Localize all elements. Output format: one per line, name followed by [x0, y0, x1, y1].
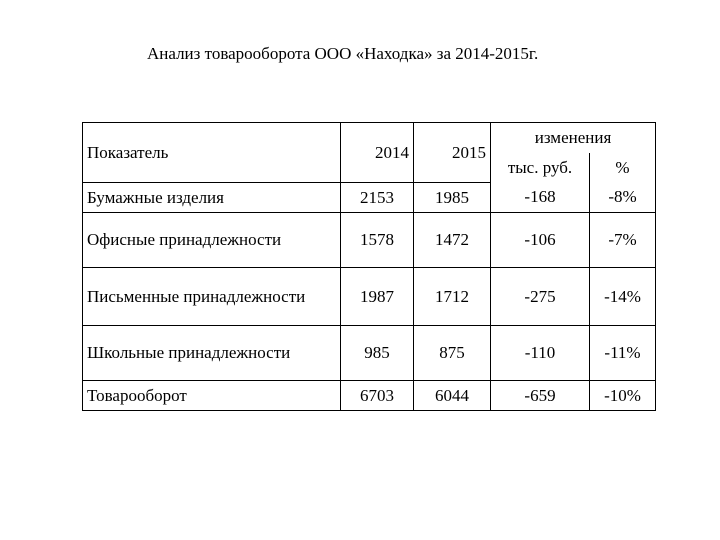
row-2014: 2153	[341, 183, 414, 213]
header-change-rub: тыс. руб.	[491, 153, 590, 183]
header-change-pct: %	[590, 153, 656, 183]
row-2014: 1987	[341, 268, 414, 326]
row-2015: 1985	[414, 183, 491, 213]
header-2014: 2014	[341, 123, 414, 183]
row-2014: 1578	[341, 213, 414, 268]
header-change: изменения	[491, 123, 656, 153]
row-change-pct: -11%	[590, 326, 656, 381]
turnover-table	[82, 122, 656, 411]
header-2015: 2015	[414, 123, 491, 183]
table-row	[83, 183, 656, 213]
row-change-rub: -168	[491, 183, 590, 213]
row-name: Письменные принадлежности	[83, 268, 341, 326]
row-change-rub: -275	[491, 268, 590, 326]
row-2015: 1472	[414, 213, 491, 268]
header-indicator: Показатель	[83, 123, 341, 183]
row-change-pct: -10%	[590, 381, 656, 411]
row-2015: 6044	[414, 381, 491, 411]
row-2015: 875	[414, 326, 491, 381]
row-change-rub: -659	[491, 381, 590, 411]
row-change-pct: -7%	[590, 213, 656, 268]
table-row	[83, 326, 656, 381]
row-change-pct: -14%	[590, 268, 656, 326]
row-name: Бумажные изделия	[83, 183, 341, 213]
row-change-rub: -110	[491, 326, 590, 381]
header-row-top	[83, 123, 656, 153]
table-row	[83, 268, 656, 326]
row-change-rub: -106	[491, 213, 590, 268]
row-name: Школьные принадлежности	[83, 326, 341, 381]
page-title: Анализ товарооборота ООО «Находка» за 2014-2015г.	[147, 44, 539, 63]
row-2015: 1712	[414, 268, 491, 326]
row-2014: 6703	[341, 381, 414, 411]
row-name: Офисные принадлежности	[83, 213, 341, 268]
row-2014: 985	[341, 326, 414, 381]
row-name: Товарооборот	[83, 381, 341, 411]
table-row	[83, 381, 656, 411]
table-row	[83, 213, 656, 268]
row-change-pct: -8%	[590, 183, 656, 213]
